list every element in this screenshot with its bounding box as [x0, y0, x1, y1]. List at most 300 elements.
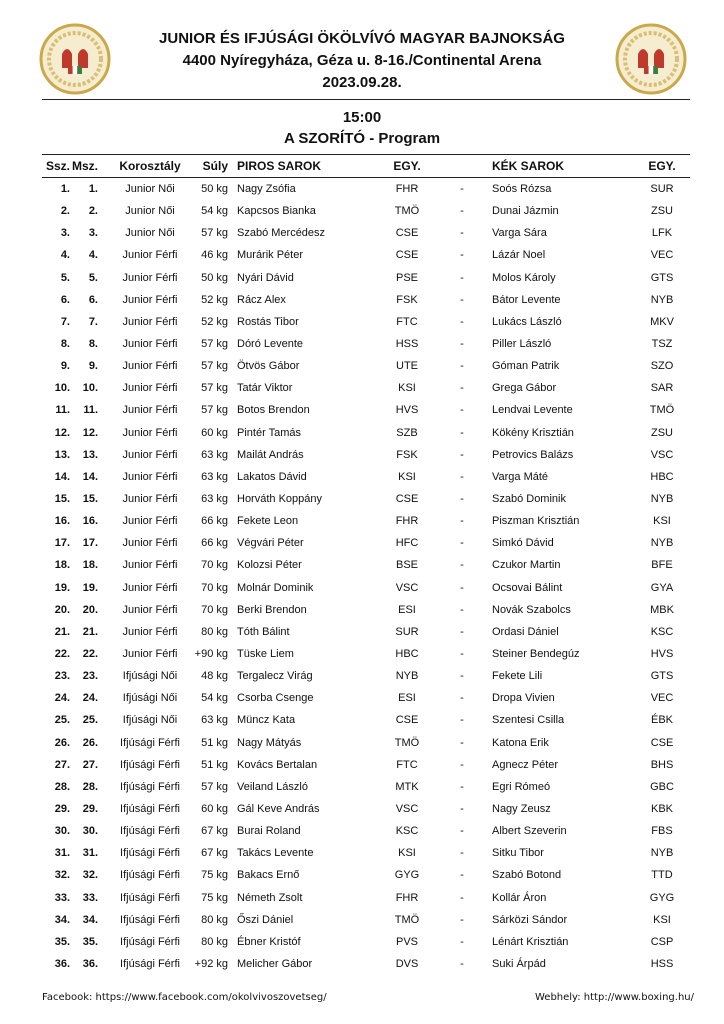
table-row — [42, 887, 690, 909]
col-kek-sarok: KÉK SAROK — [492, 159, 565, 173]
age-category: Ifjúsági Női — [122, 670, 178, 683]
col-piros-sarok: PIROS SAROK — [237, 159, 322, 173]
red-corner-boxer: Kolozsi Péter — [237, 559, 302, 572]
blue-corner-boxer: Ocsovai Bálint — [492, 581, 563, 594]
red-corner-boxer: Botos Brendon — [237, 404, 310, 417]
red-corner-club: ESI — [398, 603, 416, 616]
match-number: 30. — [82, 825, 98, 838]
blue-corner-club: HBC — [650, 470, 674, 483]
red-corner-club: KSI — [398, 382, 416, 395]
red-corner-boxer: Tatár Viktor — [237, 382, 293, 395]
red-corner-club: FTC — [396, 315, 418, 328]
blue-corner-boxer: Steiner Bendegúz — [492, 647, 580, 660]
bout-number: 4. — [60, 249, 70, 262]
match-number: 26. — [82, 736, 98, 749]
blue-corner-boxer: Piller László — [492, 337, 552, 350]
blue-corner-boxer: Grega Gábor — [492, 382, 557, 395]
age-category: Junior Férfi — [122, 315, 178, 328]
red-corner-boxer: Németh Zsolt — [237, 891, 303, 904]
blue-corner-boxer: Fekete Lili — [492, 670, 543, 683]
table-row — [42, 510, 690, 532]
blue-corner-boxer: Lázár Noel — [492, 249, 546, 262]
blue-corner-boxer: Bátor Levente — [492, 293, 561, 306]
blue-corner-club: LFK — [651, 227, 673, 240]
red-corner-boxer: Horváth Koppány — [237, 492, 322, 505]
weight-class: 63 kg — [201, 492, 228, 505]
red-corner-boxer: Rostás Tibor — [237, 315, 299, 328]
versus-dash: - — [460, 714, 464, 727]
bout-number: 5. — [60, 271, 70, 284]
red-corner-club: SZB — [396, 426, 418, 439]
blue-corner-boxer: Szabó Botond — [492, 869, 562, 882]
match-number: 14. — [82, 470, 98, 483]
weight-class: 57 kg — [201, 382, 228, 395]
bout-number: 11. — [55, 404, 70, 417]
weight-class: 67 kg — [201, 825, 228, 838]
blue-corner-club: CSE — [650, 736, 674, 749]
red-corner-boxer: Murárik Péter — [237, 249, 304, 262]
blue-corner-club: MBK — [650, 603, 674, 616]
blue-corner-boxer: Dunai Jázmin — [492, 205, 559, 218]
bout-number: 13. — [54, 448, 70, 461]
match-number: 22. — [82, 647, 98, 660]
weight-class: 54 kg — [201, 205, 228, 218]
website-link[interactable]: Webhely: http://www.boxing.hu/ — [534, 992, 694, 1003]
red-corner-club: PSE — [395, 271, 418, 284]
bout-table — [42, 154, 690, 975]
blue-corner-club: NYB — [650, 293, 674, 306]
table-row — [42, 953, 690, 975]
bout-number: 18. — [54, 559, 70, 572]
facebook-link[interactable]: Facebook: https://www.facebook.com/okolvivoszovetseg/ — [42, 992, 327, 1003]
blue-corner-club: FBS — [651, 825, 673, 838]
weight-class: 70 kg — [201, 581, 228, 594]
table-row — [42, 200, 690, 222]
weight-class: 63 kg — [201, 470, 228, 483]
table-row — [42, 643, 690, 665]
age-category: Junior Férfi — [122, 581, 178, 594]
red-corner-club: VSC — [395, 581, 419, 594]
red-corner-boxer: Dóró Levente — [237, 337, 304, 350]
bout-number: 34. — [54, 913, 70, 926]
weight-class: 50 kg — [201, 271, 228, 284]
program-title: A SZORÍTÓ - Program — [283, 130, 441, 147]
red-corner-club: DVS — [395, 957, 419, 970]
age-category: Junior Férfi — [122, 404, 178, 417]
blue-corner-boxer: Varga Sára — [492, 227, 547, 240]
versus-dash: - — [460, 426, 464, 439]
age-category: Junior Férfi — [122, 293, 178, 306]
red-corner-club: ESI — [398, 692, 416, 705]
red-corner-club: CSE — [395, 227, 419, 240]
red-corner-club: CSE — [395, 492, 419, 505]
blue-corner-boxer: Novák Szabolcs — [492, 603, 571, 616]
versus-dash: - — [460, 692, 464, 705]
weight-class: 60 kg — [201, 802, 228, 815]
versus-dash: - — [460, 957, 464, 970]
versus-dash: - — [460, 183, 464, 195]
age-category: Junior Férfi — [122, 603, 178, 616]
table-row — [42, 289, 690, 311]
age-category: Junior Férfi — [122, 647, 178, 660]
red-corner-boxer: Végvári Péter — [237, 537, 304, 550]
table-row — [42, 665, 690, 687]
weight-class: 50 kg — [201, 183, 228, 195]
red-corner-club: FSK — [396, 448, 418, 461]
table-row — [42, 444, 690, 466]
table-row — [42, 178, 690, 200]
weight-class: 52 kg — [201, 315, 228, 328]
match-number: 25. — [82, 714, 98, 727]
versus-dash: - — [460, 559, 464, 572]
red-corner-boxer: Veiland László — [237, 780, 308, 793]
age-category: Ifjúsági Férfi — [120, 891, 180, 904]
col-ssz: Ssz. — [45, 159, 70, 173]
bout-number: 31. — [54, 847, 70, 860]
blue-corner-club: SUR — [650, 183, 674, 195]
match-number: 29. — [82, 802, 98, 815]
weight-class: 80 kg — [201, 625, 228, 638]
red-corner-boxer: Pintér Tamás — [237, 426, 301, 439]
age-category: Junior Férfi — [122, 448, 178, 461]
blue-corner-club: GBC — [650, 780, 674, 793]
red-corner-boxer: Burai Roland — [237, 825, 301, 838]
bout-number: 21. — [54, 625, 70, 638]
red-corner-boxer: Fekete Leon — [237, 515, 299, 528]
weight-class: 51 kg — [201, 758, 228, 771]
red-corner-boxer: Müncz Kata — [237, 714, 296, 727]
blue-corner-boxer: Sárközi Sándor — [492, 913, 568, 926]
age-category: Ifjúsági Férfi — [120, 913, 180, 926]
weight-class: 57 kg — [201, 337, 228, 350]
versus-dash: - — [460, 758, 464, 771]
versus-dash: - — [460, 293, 464, 306]
red-corner-club: FSK — [396, 293, 418, 306]
table-row — [42, 222, 690, 244]
versus-dash: - — [460, 913, 464, 926]
match-number: 15. — [82, 492, 98, 505]
weight-class: 63 kg — [201, 714, 228, 727]
bout-number: 9. — [60, 360, 70, 373]
red-corner-club: TMÖ — [394, 205, 420, 218]
blue-corner-club: GYA — [650, 581, 674, 594]
versus-dash: - — [460, 603, 464, 616]
blue-corner-boxer: Simkó Dávid — [492, 537, 554, 550]
red-corner-boxer: Gál Keve András — [237, 802, 320, 815]
red-corner-boxer: Tüske Liem — [237, 647, 294, 660]
blue-corner-club: MKV — [650, 315, 674, 328]
weight-class: 54 kg — [201, 692, 228, 705]
red-corner-club: FTC — [396, 758, 418, 771]
red-corner-club: GYG — [394, 869, 420, 882]
age-category: Ifjúsági Férfi — [120, 802, 180, 815]
weight-class: 63 kg — [201, 448, 228, 461]
red-corner-boxer: Molnár Dominik — [237, 581, 314, 594]
blue-corner-boxer: Lendvai Levente — [492, 404, 573, 417]
versus-dash: - — [460, 736, 464, 749]
red-corner-club: KSI — [398, 470, 416, 483]
table-row — [42, 732, 690, 754]
table-row — [42, 333, 690, 355]
blue-corner-boxer: Lukács László — [492, 315, 562, 328]
weight-class: 48 kg — [201, 670, 228, 683]
match-number: 10. — [82, 382, 98, 395]
blue-corner-club: GYG — [649, 891, 675, 904]
versus-dash: - — [460, 647, 464, 660]
age-category: Ifjúsági Női — [122, 714, 178, 727]
age-category: Ifjúsági Férfi — [120, 847, 180, 860]
bout-number: 7. — [60, 315, 70, 328]
blue-corner-club: HSS — [650, 957, 674, 970]
match-number: 28. — [82, 780, 98, 793]
weight-class: 70 kg — [201, 559, 228, 572]
bout-number: 36. — [54, 957, 70, 970]
versus-dash: - — [460, 825, 464, 838]
table-row — [42, 709, 690, 731]
age-category: Junior Férfi — [122, 271, 178, 284]
red-corner-boxer: Őszi Dániel — [237, 913, 294, 926]
bout-number: 1. — [60, 183, 70, 195]
match-number: 8. — [88, 337, 98, 350]
match-number: 3. — [88, 227, 98, 240]
bout-number: 35. — [54, 935, 70, 948]
age-category: Junior Férfi — [122, 559, 178, 572]
weight-class: 75 kg — [201, 869, 228, 882]
red-corner-boxer: Nagy Mátyás — [237, 736, 302, 749]
venue-address: 4400 Nyíregyháza, Géza u. 8-16./Continental Arena — [182, 52, 542, 69]
match-number: 34. — [82, 913, 98, 926]
table-header — [42, 154, 690, 178]
red-corner-club: KSC — [395, 825, 419, 838]
match-number: 23. — [82, 670, 98, 683]
match-number: 27. — [82, 758, 98, 771]
col-egy-blue: EGY. — [648, 159, 676, 173]
col-msz: Msz. — [71, 159, 98, 173]
match-number: 5. — [88, 271, 98, 284]
blue-corner-boxer: Nagy Zeusz — [492, 802, 551, 815]
age-category: Junior Férfi — [122, 470, 178, 483]
match-number: 24. — [82, 692, 98, 705]
bout-number: 26. — [54, 736, 70, 749]
red-corner-club: BSE — [395, 559, 418, 572]
age-category: Junior Férfi — [122, 382, 178, 395]
red-corner-club: CSE — [395, 714, 419, 727]
blue-corner-boxer: Czukor Martin — [492, 559, 561, 572]
versus-dash: - — [460, 470, 464, 483]
match-number: 16. — [82, 515, 98, 528]
weight-class: 75 kg — [201, 891, 228, 904]
red-corner-club: FHR — [395, 891, 419, 904]
weight-class: 57 kg — [201, 404, 228, 417]
versus-dash: - — [460, 382, 464, 395]
bout-number: 33. — [54, 891, 70, 904]
red-corner-boxer: Takács Levente — [237, 847, 314, 860]
blue-corner-boxer: Ordasi Dániel — [492, 625, 559, 638]
blue-corner-club: BHS — [650, 758, 674, 771]
red-corner-boxer: Szabó Mercédesz — [237, 227, 326, 240]
bout-number: 27. — [54, 758, 70, 771]
red-corner-club: HBC — [395, 647, 419, 660]
match-number: 11. — [83, 404, 98, 417]
weight-class: 52 kg — [201, 293, 228, 306]
versus-dash: - — [460, 670, 464, 683]
match-number: 9. — [88, 360, 98, 373]
weight-class: 67 kg — [201, 847, 228, 860]
versus-dash: - — [460, 271, 464, 284]
col-korosztaly: Korosztály — [119, 159, 181, 173]
red-corner-club: TMÖ — [394, 913, 420, 926]
blue-corner-boxer: Kollár Áron — [492, 891, 547, 904]
red-corner-boxer: Rácz Alex — [237, 293, 286, 306]
match-number: 2. — [88, 205, 98, 218]
blue-corner-club: SAR — [650, 382, 674, 395]
versus-dash: - — [460, 337, 464, 350]
blue-corner-club: TTD — [651, 869, 673, 882]
table-row — [42, 377, 690, 399]
bout-number: 22. — [54, 647, 70, 660]
red-corner-club: UTE — [396, 360, 418, 373]
blue-corner-club: VEC — [650, 692, 674, 705]
versus-dash: - — [460, 847, 464, 860]
red-corner-club: NYB — [395, 670, 419, 683]
versus-dash: - — [460, 869, 464, 882]
weight-class: +90 kg — [194, 647, 228, 660]
table-body — [42, 178, 690, 975]
age-category: Ifjúsági Férfi — [120, 825, 180, 838]
weight-class: 51 kg — [201, 736, 228, 749]
blue-corner-club: NYB — [650, 847, 674, 860]
red-corner-club: HFC — [395, 537, 419, 550]
table-row — [42, 399, 690, 421]
document-header — [0, 28, 724, 94]
blue-corner-club: HVS — [650, 647, 674, 660]
age-category: Junior Férfi — [122, 337, 178, 350]
weight-class: +92 kg — [194, 957, 228, 970]
blue-corner-club: ZSU — [651, 426, 673, 439]
versus-dash: - — [460, 492, 464, 505]
red-corner-club: FHR — [395, 515, 419, 528]
table-row — [42, 687, 690, 709]
red-corner-boxer: Tóth Bálint — [237, 625, 290, 638]
red-corner-boxer: Berki Brendon — [237, 603, 307, 616]
blue-corner-club: KSC — [650, 625, 674, 638]
weight-class: 46 kg — [201, 249, 228, 262]
bout-number: 24. — [54, 692, 70, 705]
blue-corner-club: KBK — [650, 802, 673, 815]
blue-corner-club: ÉBK — [650, 714, 673, 727]
age-category: Ifjúsági Férfi — [120, 780, 180, 793]
red-corner-club: CSE — [395, 249, 419, 262]
blue-corner-boxer: Kökény Krisztián — [492, 426, 574, 439]
age-category: Junior Férfi — [122, 426, 178, 439]
program-heading — [0, 107, 724, 149]
versus-dash: - — [460, 625, 464, 638]
red-corner-boxer: Nyári Dávid — [237, 271, 294, 284]
table-row — [42, 864, 690, 886]
versus-dash: - — [460, 315, 464, 328]
bout-number: 19. — [54, 581, 70, 594]
bout-number: 30. — [54, 825, 70, 838]
blue-corner-boxer: Varga Máté — [492, 470, 549, 483]
age-category: Junior Férfi — [122, 625, 178, 638]
table-row — [42, 931, 690, 953]
match-number: 13. — [82, 448, 98, 461]
bout-number: 23. — [54, 670, 70, 683]
bout-number: 25. — [54, 714, 70, 727]
bout-number: 28. — [54, 780, 70, 793]
bout-number: 29. — [54, 802, 70, 815]
event-date: 2023.09.28. — [322, 74, 402, 91]
red-corner-boxer: Kovács Bertalan — [237, 758, 318, 771]
blue-corner-club: BFE — [651, 559, 673, 572]
bout-number: 16. — [54, 515, 70, 528]
table-row — [42, 355, 690, 377]
match-number: 17. — [82, 537, 98, 550]
weight-class: 70 kg — [201, 603, 228, 616]
table-row — [42, 798, 690, 820]
match-number: 31. — [82, 847, 98, 860]
bout-number: 3. — [60, 227, 70, 240]
table-row — [42, 621, 690, 643]
weight-class: 60 kg — [201, 426, 228, 439]
table-row — [42, 311, 690, 333]
blue-corner-club: ZSU — [651, 205, 673, 218]
bout-number: 12. — [54, 426, 70, 439]
blue-corner-boxer: Sitku Tibor — [492, 847, 544, 860]
age-category: Ifjúsági Női — [122, 692, 178, 705]
age-category: Junior Férfi — [122, 515, 178, 528]
blue-corner-club: VSC — [650, 448, 674, 461]
age-category: Junior Férfi — [122, 360, 178, 373]
blue-corner-boxer: Agnecz Péter — [492, 758, 559, 771]
blue-corner-boxer: Lénárt Krisztián — [492, 935, 569, 948]
blue-corner-boxer: Molos Károly — [492, 271, 556, 284]
table-row — [42, 488, 690, 510]
table-row — [42, 776, 690, 798]
match-number: 33. — [82, 891, 98, 904]
blue-corner-club: KSI — [653, 515, 671, 528]
blue-corner-boxer: Szentesi Csilla — [492, 714, 565, 727]
table-row — [42, 244, 690, 266]
red-corner-boxer: Nagy Zsófia — [237, 183, 296, 195]
blue-corner-club: KSI — [653, 913, 671, 926]
match-number: 1. — [88, 183, 98, 195]
match-number: 36. — [82, 957, 98, 970]
match-number: 18. — [82, 559, 98, 572]
versus-dash: - — [460, 404, 464, 417]
header-divider — [42, 99, 690, 100]
versus-dash: - — [460, 581, 464, 594]
blue-corner-boxer: Piszman Krisztián — [492, 515, 580, 528]
versus-dash: - — [460, 891, 464, 904]
table-row — [42, 842, 690, 864]
red-corner-club: HVS — [395, 404, 419, 417]
match-number: 35. — [82, 935, 98, 948]
blue-corner-club: NYB — [650, 492, 674, 505]
age-category: Junior Férfi — [122, 249, 178, 262]
age-category: Ifjúsági Férfi — [120, 869, 180, 882]
versus-dash: - — [460, 802, 464, 815]
table-row — [42, 422, 690, 444]
blue-corner-boxer: Albert Szeverin — [492, 825, 567, 838]
blue-corner-boxer: Szabó Dominik — [492, 492, 566, 505]
red-corner-boxer: Lakatos Dávid — [237, 470, 307, 483]
weight-class: 57 kg — [201, 227, 228, 240]
age-category: Junior Női — [125, 205, 175, 218]
blue-corner-club: GTS — [650, 271, 674, 284]
table-row — [42, 267, 690, 289]
blue-corner-club: CSP — [650, 935, 674, 948]
